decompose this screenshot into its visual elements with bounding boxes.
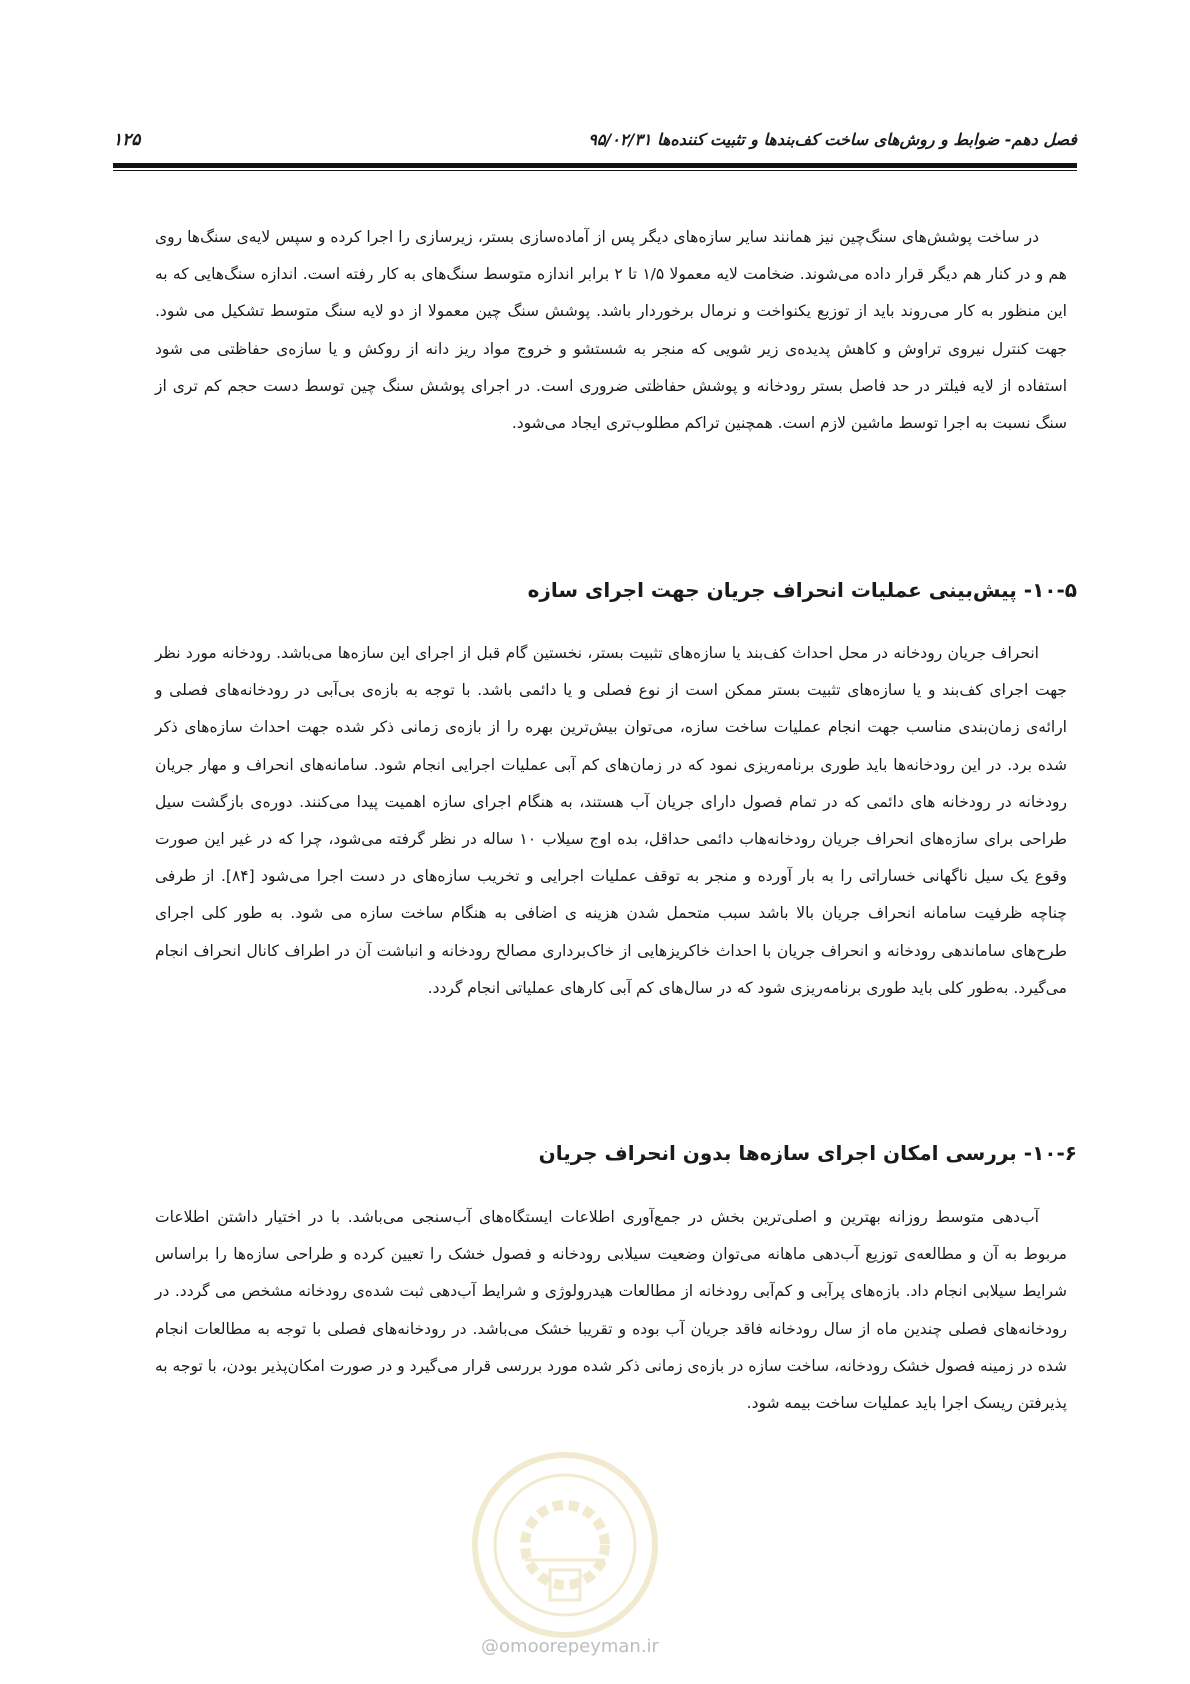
watermark-site: @omoorepeyman.ir	[481, 1636, 659, 1657]
header-title: فصل دهم- ضوابط و روش‌های ساخت کف‌بندها و تثبیت کننده‌ها ۹۵/۰۲/۳۱	[588, 130, 1077, 149]
paragraph-riprap: در ساخت پوشش‌های سنگ‌چین نیز همانند سایر سازه‌های دیگر پس از آماده‌سازی بستر، زیرسازی را اجرا کرده و سپس لایه‌ی سنگ‌ها روی هم و در کنار هم دیگر قرار داده می‌شوند. ضخامت لایه معمولا ۱/۵ تا ۲ برابر اندازه متوسط سنگ‌های به کار رفته است. اندازه سنگ‌هایی که به این منظور به کار می‌روند باید از توزیع یکنواخت و نرمال برخوردار باشد. پوشش سنگ چین معمولا از دو لایه سنگ متوسط تشکیل می شود. جهت کنترل نیروی تراوش و کاهش پدیده‌ی زیر شویی که منجر به شستشو و خروج مواد ریز دانه از روکش و یا سازه‌ی حفاظتی می شود استفاده از لایه فیلتر در حد فاصل بستر رودخانه و پوشش حفاظتی ضروری است. در اجرای پوشش سنگ چین توسط دست حجم کم تری از سنگ نسبت به اجرا توسط ماشین لازم است. همچنین تراکم مطلوب‌تری ایجاد می‌شود.	[155, 228, 1067, 433]
page-number: ۱۲۵	[113, 130, 141, 150]
watermark-logo	[470, 1450, 660, 1640]
header-rule-thin	[113, 170, 1077, 171]
header-rule-thick	[113, 163, 1077, 168]
running-header	[113, 128, 1077, 156]
paragraph-no-diversion: آب‌دهی متوسط روزانه بهترین و اصلی‌ترین بخش در جمع‌آوری اطلاعات ایستگاه‌های آب‌سنجی می‌باشد. با در اختیار داشتن اطلاعات مربوط به آن و مطالعه‌ی توزیع آب‌دهی ماهانه می‌توان وضعیت سیلابی رودخانه و فصول خشک را تعیین کرده و طراحی سازه‌ها را براساس شرایط سیلابی انجام داد. بازه‌های پرآبی و کم‌آبی رودخانه از مطالعات هیدرولوژی و شرایط آب‌دهی ثبت شده‌ی رودخانه مشخص می گردد. در رودخانه‌های فصلی چندین ماه از سال رودخانه فاقد جریان آب بوده و تقریبا خشک می‌باشد. در رودخانه‌های فصلی با توجه به مطالعات انجام شده در زمینه فصول خشک رودخانه، ساخت سازه در بازه‌ی زمانی ذکر شده مورد بررسی قرار می‌گیرد و در صورت امکان‌پذیر بودن، با توجه به پذیرفتن ریسک اجرا باید عملیات ساخت بیمه شود.	[155, 1208, 1067, 1413]
section-heading-10-6: ۱۰-۶- بررسی امکان اجرای سازه‌ها بدون انحراف جریان	[538, 1141, 1077, 1165]
paragraph-flow-diversion: انحراف جریان رودخانه در محل احداث کف‌بند یا سازه‌های تثبیت بستر، نخستین گام قبل از اجرای این سازه‌ها می‌باشد. رودخانه مورد نظر جهت اجرای کف‌بند و یا سازه‌های تثبیت بستر ممکن است از نوع فصلی و یا دائمی باشد. با توجه به بازه‌ی بی‌آبی در رودخانه‌های فصلی و ارائه‌ی زمان‌بندی مناسب جهت انجام عملیات ساخت سازه، می‌توان بیش‌ترین بهره را از بازه‌ی زمانی ذکر شده جهت احداث سازه‌های ذکر شده برد. در این رودخانه‌ها باید طوری برنامه‌ریزی نمود که در زمان‌های کم آبی عملیات اجرایی انجام شود. سامانه‌های انحراف و مهار جریان رودخانه در رودخانه های دائمی که در تمام فصول دارای جریان آب هستند، به هنگام اجرای سازه اهمیت پیدا می‌کنند. دوره‌ی بازگشت سیل طراحی برای سازه‌های انحراف جریان رودخانه‌هاب دائمی حداقل، بده اوج سیلاب ۱۰ ساله در نظر گرفته می‌شود، چرا که در غیر این صورت وقوع یک سیل ناگهانی خساراتی را به بار آورده و منجر به توقف عملیات اجرایی و تخریب سازه‌های در دست اجرا می‌شود [۸۴]. از طرفی چناچه ظرفیت سامانه انحراف جریان بالا باشد سبب متحمل شدن هزینه ی اضافی به هنگام ساخت سازه می شود. به طور کلی اجرای طرح‌های ساماندهی رودخانه و انحراف جریان با احداث خاکریزهایی از خاک‌برداری مصالح رودخانه و انباشت آن در اطراف کانال انحراف انجام می‌گیرد. به‌طور کلی باید طوری برنامه‌ریزی شود که در سال‌های کم آبی کارهای عملیاتی انجام گردد.	[155, 644, 1068, 997]
section-heading-10-5: ۱۰-۵- پیش‌بینی عملیات انحراف جریان جهت اجرای سازه	[527, 578, 1077, 602]
